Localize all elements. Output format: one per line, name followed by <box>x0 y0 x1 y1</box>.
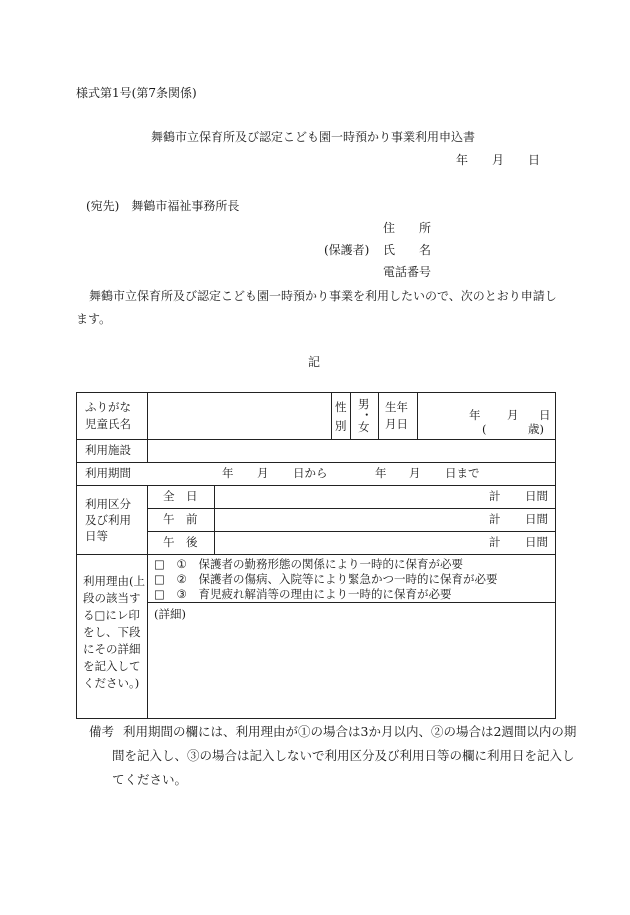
guardian-phone-label: 電話番号 <box>383 265 432 279</box>
document-title: 舞鶴市立保育所及び認定こども園一時預かり事業利用申込書 <box>151 130 476 144</box>
rule-v-sex-right <box>378 393 379 439</box>
reason-option-2[interactable] <box>154 574 498 586</box>
birth-year-label: 年 <box>469 408 481 422</box>
guardian-group-label: (保護者) <box>324 243 370 257</box>
reason-number-1: ① <box>176 557 187 571</box>
reason-text-2: 保護者の傷病、入院等により緊急かつ一時的に保育が必要 <box>198 572 498 586</box>
category-label-3: 日等 <box>85 529 108 543</box>
ki-heading: 記 <box>308 355 321 369</box>
guardian-name-label: 氏 名 <box>383 243 432 257</box>
period-end-day: 日まで <box>445 466 480 480</box>
reason-checkbox-1[interactable]: □ <box>154 557 165 571</box>
category-fullday-total: 計 <box>489 489 501 503</box>
rule-h-2 <box>77 462 555 463</box>
period-start-year: 年 <box>222 466 234 480</box>
furigana-label: ふりがな <box>85 400 131 414</box>
category-label-2: 及び利用 <box>85 513 131 527</box>
date-month-label: 月 <box>492 153 505 167</box>
rule-v-sex-mid <box>350 393 351 439</box>
reason-option-3[interactable] <box>154 589 452 601</box>
child-name-label: 児童氏名 <box>85 417 131 431</box>
sex-label-bottom: 別 <box>335 419 347 433</box>
rule-h-3 <box>77 485 555 486</box>
reason-text-1: 保護者の勤務形態の関係により一時的に保育が必要 <box>198 557 463 571</box>
rule-v-label-2 <box>147 439 148 462</box>
remarks-line-1: 利用期間の欄には、利用理由が①の場合は3か月以内、②の場合は2週間以内の期 <box>123 724 577 739</box>
facility-label: 利用施設 <box>85 443 131 457</box>
reason-checkbox-2[interactable]: □ <box>154 572 165 586</box>
intro-line-2: ます。 <box>76 312 112 326</box>
remarks-label: 備考 <box>89 724 115 739</box>
rule-v-label-3 <box>147 485 148 718</box>
remarks-line-2: 間を記入し、③の場合は記入しないで利用区分及び利用日等の欄に利用日を記入し <box>112 748 575 763</box>
category-fullday-days: 日間 <box>525 489 548 503</box>
birth-label-bottom: 月日 <box>385 417 408 431</box>
date-year-label: 年 <box>456 153 469 167</box>
rule-h-7 <box>147 602 555 603</box>
reason-label: 利用理由(上段の該当する□にレ印をし、下段にその詳細を記入してください。) <box>83 574 145 690</box>
reason-checkbox-3[interactable]: □ <box>154 587 165 601</box>
period-label: 利用期間 <box>85 466 131 480</box>
addressee: (宛先) 舞鶴市福祉事務所長 <box>86 199 240 213</box>
birth-day-label: 日 <box>539 408 551 422</box>
intro-line-1: 舞鶴市立保育所及び認定こども園一時預かり事業を利用したいので、次のとおり申請し <box>89 289 557 303</box>
period-end-month: 月 <box>409 466 421 480</box>
guardian-address-label: 住 所 <box>383 221 432 235</box>
period-start-day: 日から <box>293 466 328 480</box>
sex-label-top: 性 <box>335 400 347 414</box>
date-day-label: 日 <box>528 153 541 167</box>
sex-value-dot: ・ <box>361 408 373 422</box>
reason-option-1[interactable] <box>154 559 463 571</box>
reason-number-2: ② <box>176 572 187 586</box>
category-morning-total: 計 <box>489 512 501 526</box>
birth-label-top: 生年 <box>385 400 408 414</box>
age-label: 歳) <box>528 422 544 436</box>
rule-v-category <box>214 485 215 554</box>
form-number: 様式第1号(第7条関係) <box>76 86 197 100</box>
category-morning-days: 日間 <box>525 512 548 526</box>
remarks-line-3: てください。 <box>112 772 188 787</box>
sex-value-female: 女 <box>358 420 370 434</box>
application-table <box>76 392 556 719</box>
category-afternoon-total: 計 <box>489 535 501 549</box>
rule-v-sex-left <box>331 393 332 439</box>
reason-details-label: (詳細) <box>154 607 186 621</box>
category-label-1: 利用区分 <box>85 497 131 511</box>
category-afternoon-name: 午 後 <box>163 535 198 549</box>
category-morning-name: 午 前 <box>163 512 198 526</box>
category-fullday-name: 全 日 <box>163 489 198 503</box>
rule-h-4 <box>147 508 555 509</box>
category-afternoon-days: 日間 <box>525 535 548 549</box>
period-end-year: 年 <box>375 466 387 480</box>
rule-h-1 <box>77 439 555 440</box>
rule-h-5 <box>147 531 555 532</box>
period-start-month: 月 <box>257 466 269 480</box>
age-open-paren: ( <box>482 422 487 436</box>
birth-month-label: 月 <box>507 408 519 422</box>
reason-text-3: 育児疲れ解消等の理由により一時的に保育が必要 <box>198 587 452 601</box>
sex-value-male: 男 <box>358 397 370 411</box>
rule-h-6 <box>77 554 555 555</box>
rule-v-label-1 <box>147 393 148 439</box>
rule-v-birth-right <box>417 393 418 439</box>
reason-number-3: ③ <box>176 587 187 601</box>
